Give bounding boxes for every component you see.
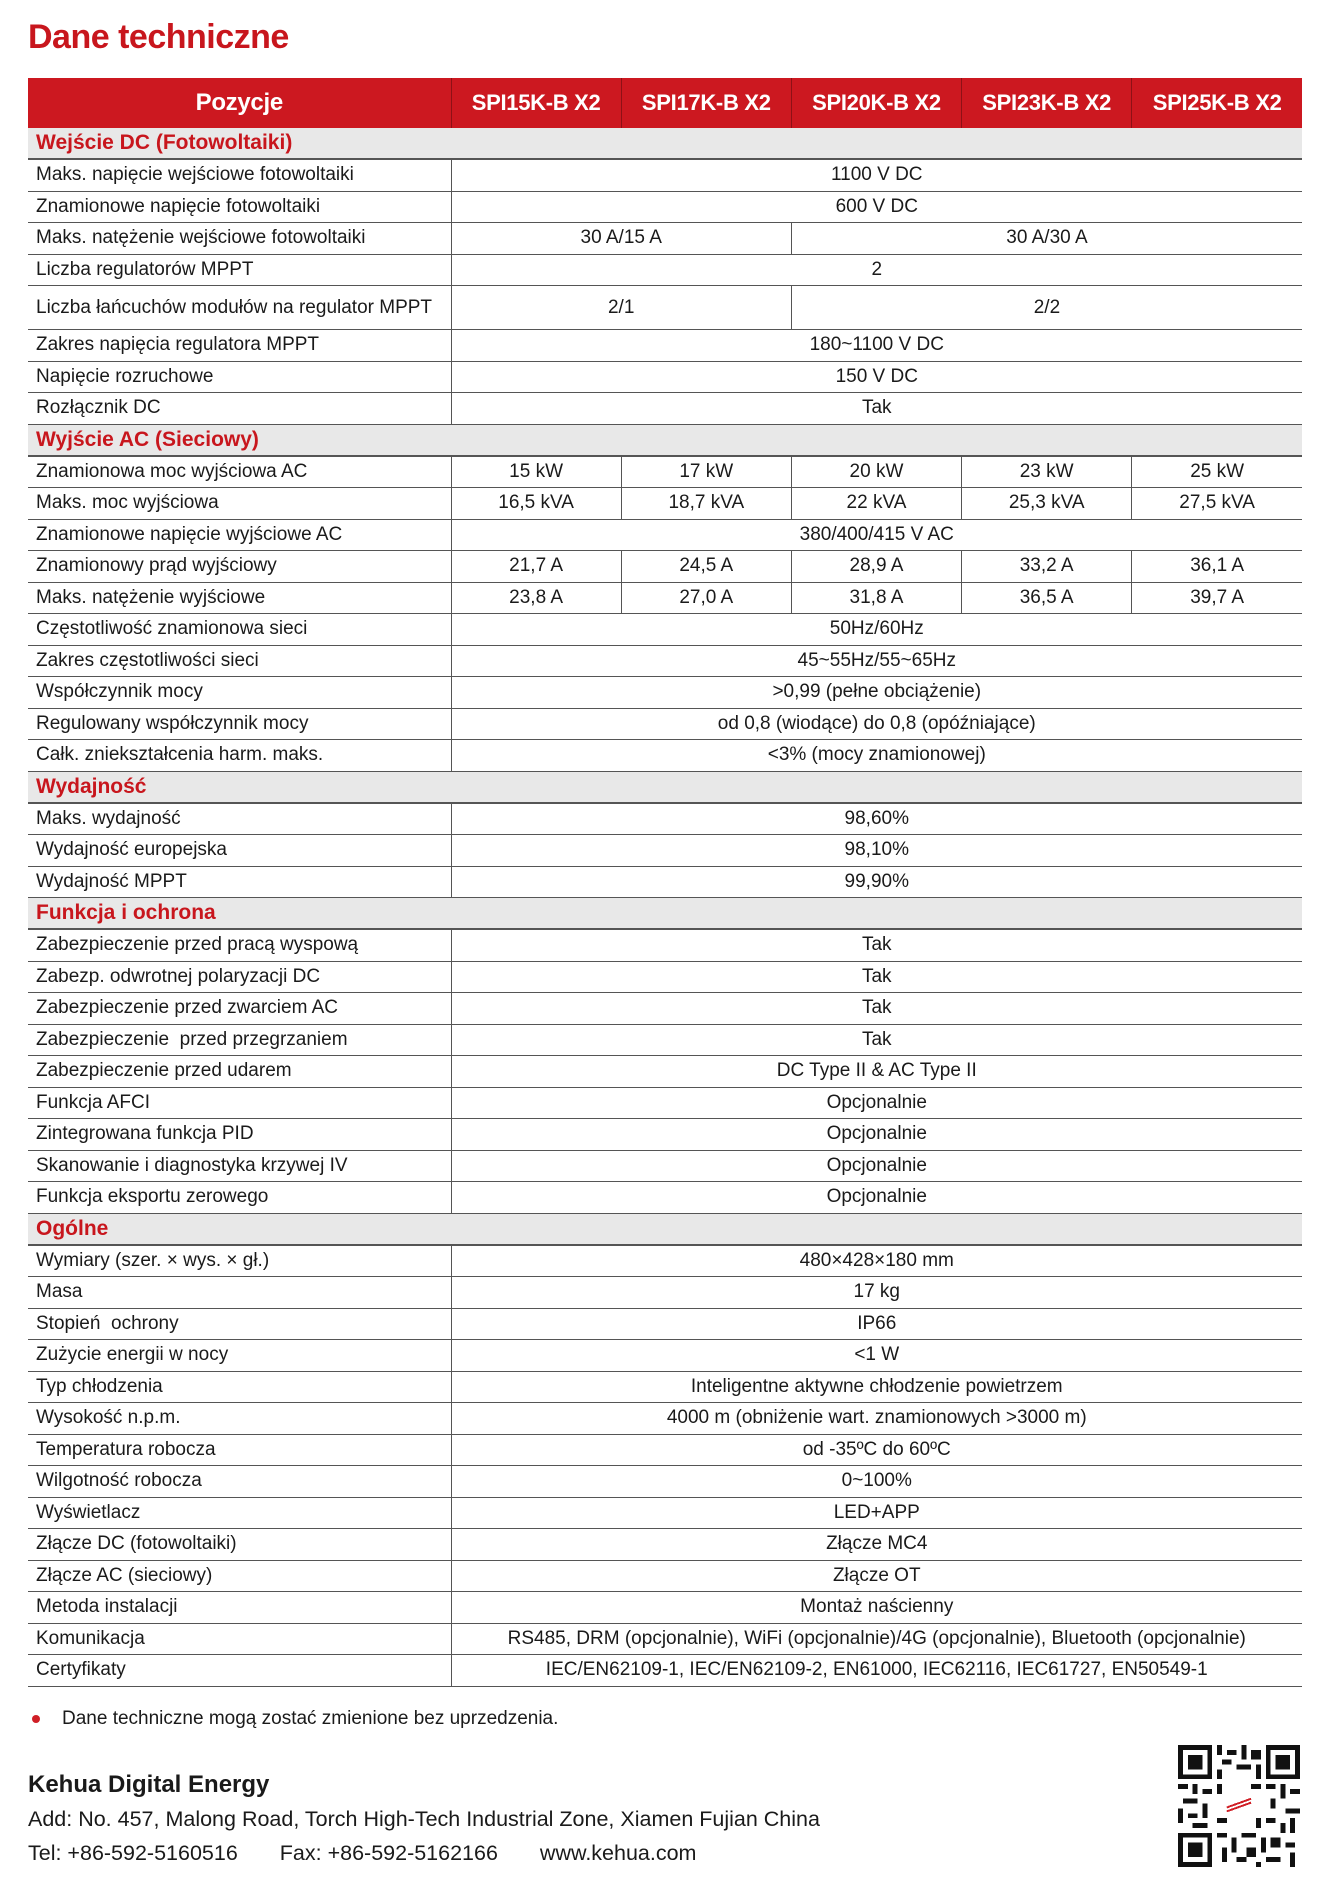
table-row [28, 645, 1302, 677]
table-row [28, 961, 1302, 993]
table-row [28, 1529, 1302, 1561]
table-row [28, 286, 1302, 330]
row-label: Współczynnik mocy [28, 677, 451, 709]
row-label: Maks. natężenie wyjściowe [28, 582, 451, 614]
row-value: 31,8 A [791, 582, 961, 614]
row-label: Maks. wydajność [28, 803, 451, 835]
row-value: 0~100% [451, 1466, 1302, 1498]
row-label: Znamionowy prąd wyjściowy [28, 551, 451, 583]
row-value: Tak [451, 993, 1302, 1025]
page-title: Dane techniczne [28, 18, 289, 56]
row-value: 380/400/415 V AC [451, 519, 1302, 551]
row-value: 30 A/30 A [791, 223, 1302, 255]
row-value: Złącze OT [451, 1560, 1302, 1592]
table-row [28, 1087, 1302, 1119]
row-value: 50Hz/60Hz [451, 614, 1302, 646]
row-value: 1100 V DC [451, 159, 1302, 191]
row-label: Zużycie energii w nocy [28, 1340, 451, 1372]
table-row [28, 740, 1302, 772]
row-value: Złącze MC4 [451, 1529, 1302, 1561]
row-value: 600 V DC [451, 191, 1302, 223]
table-row [28, 551, 1302, 583]
row-value: 27,0 A [621, 582, 791, 614]
row-label: Maks. napięcie wejściowe fotowoltaiki [28, 159, 451, 191]
row-value: 39,7 A [1132, 582, 1302, 614]
header-model-15k: SPI15K-B X2 [451, 78, 621, 128]
row-value: 20 kW [791, 456, 961, 488]
row-label: Rozłącznik DC [28, 393, 451, 425]
row-label: Zabezp. odwrotnej polaryzacji DC [28, 961, 451, 993]
row-label: Całk. zniekształcenia harm. maks. [28, 740, 451, 772]
row-value: Tak [451, 393, 1302, 425]
table-row [28, 456, 1302, 488]
row-value: Montaż naścienny [451, 1592, 1302, 1624]
row-value: 98,60% [451, 803, 1302, 835]
row-value: 2 [451, 254, 1302, 286]
table-row [28, 361, 1302, 393]
row-label: Metoda instalacji [28, 1592, 451, 1624]
row-value: Tak [451, 1024, 1302, 1056]
row-value: IP66 [451, 1308, 1302, 1340]
row-value: DC Type II & AC Type II [451, 1056, 1302, 1088]
qr-code-icon[interactable] [1178, 1745, 1300, 1867]
section-title: Wejście DC (Fotowoltaiki) [28, 128, 1302, 159]
table-row [28, 1340, 1302, 1372]
table-row [28, 1560, 1302, 1592]
row-value: 30 A/15 A [451, 223, 791, 255]
row-value: 17 kW [621, 456, 791, 488]
row-label: Certyfikaty [28, 1655, 451, 1687]
row-value: 2/2 [791, 286, 1302, 330]
row-value: 36,5 A [962, 582, 1132, 614]
header-model-20k: SPI20K-B X2 [791, 78, 961, 128]
section-ac-output [28, 424, 1302, 456]
table-row [28, 677, 1302, 709]
row-value: IEC/EN62109-1, IEC/EN62109-2, EN61000, IEC62116, IEC61727, EN50549-1 [451, 1655, 1302, 1687]
table-row [28, 1403, 1302, 1435]
row-value: Tak [451, 929, 1302, 961]
row-value: 480×428×180 mm [451, 1245, 1302, 1277]
header-model-25k: SPI25K-B X2 [1132, 78, 1302, 128]
row-value: 36,1 A [1132, 551, 1302, 583]
table-row [28, 519, 1302, 551]
row-value: <3% (mocy znamionowej) [451, 740, 1302, 772]
row-label: Wymiary (szer. × wys. × gł.) [28, 1245, 451, 1277]
row-value: Opcjonalnie [451, 1119, 1302, 1151]
table-row [28, 1592, 1302, 1624]
table-row [28, 803, 1302, 835]
section-protection [28, 898, 1302, 930]
header-position: Pozycje [28, 78, 451, 128]
section-dc-input [28, 128, 1302, 159]
row-label: Regulowany współczynnik mocy [28, 708, 451, 740]
row-label: Typ chłodzenia [28, 1371, 451, 1403]
table-header [28, 78, 1302, 128]
company-address: Add: No. 457, Malong Road, Torch High-Tech Industrial Zone, Xiamen Fujian China [28, 1807, 820, 1831]
disclaimer-note [28, 1708, 558, 1730]
row-label: Stopień ochrony [28, 1308, 451, 1340]
row-value: RS485, DRM (opcjonalnie), WiFi (opcjonalnie)/4G (opcjonalnie), Bluetooth (opcjonalnie) [451, 1623, 1302, 1655]
row-label: Funkcja AFCI [28, 1087, 451, 1119]
table-row [28, 993, 1302, 1025]
table-row [28, 1466, 1302, 1498]
row-label: Złącze DC (fotowoltaiki) [28, 1529, 451, 1561]
row-label: Wyświetlacz [28, 1497, 451, 1529]
row-value: 15 kW [451, 456, 621, 488]
section-efficiency [28, 771, 1302, 803]
bullet-icon [32, 1715, 40, 1723]
table-row [28, 393, 1302, 425]
row-value: 23,8 A [451, 582, 621, 614]
row-label: Masa [28, 1277, 451, 1309]
table-row [28, 1655, 1302, 1687]
table-row [28, 582, 1302, 614]
row-label: Wydajność MPPT [28, 866, 451, 898]
website-link[interactable]: www.kehua.com [539, 1841, 697, 1865]
row-label: Wilgotność robocza [28, 1466, 451, 1498]
row-label: Temperatura robocza [28, 1434, 451, 1466]
table-row [28, 1024, 1302, 1056]
row-value: 150 V DC [451, 361, 1302, 393]
row-label: Znamionowa moc wyjściowa AC [28, 456, 451, 488]
header-model-23k: SPI23K-B X2 [962, 78, 1132, 128]
row-value: 22 kVA [791, 488, 961, 520]
fax-number: Fax: +86-592-5162166 [279, 1841, 498, 1865]
row-label: Liczba łańcuchów modułów na regulator MPPT [28, 286, 451, 330]
row-value: Opcjonalnie [451, 1087, 1302, 1119]
spec-table [28, 78, 1302, 1687]
section-general [28, 1213, 1302, 1245]
company-contacts [28, 1841, 732, 1866]
table-row [28, 1497, 1302, 1529]
row-label: Zakres napięcia regulatora MPPT [28, 330, 451, 362]
table-row [28, 1371, 1302, 1403]
row-label: Zabezpieczenie przed przegrzaniem [28, 1024, 451, 1056]
table-row [28, 1277, 1302, 1309]
table-row [28, 1245, 1302, 1277]
row-value: 21,7 A [451, 551, 621, 583]
phone-number: Tel: +86-592-5160516 [28, 1841, 238, 1865]
table-row [28, 159, 1302, 191]
row-value: 45~55Hz/55~65Hz [451, 645, 1302, 677]
row-value: 18,7 kVA [621, 488, 791, 520]
section-title: Wydajność [28, 771, 1302, 803]
table-row [28, 191, 1302, 223]
row-value: Tak [451, 961, 1302, 993]
row-value: 27,5 kVA [1132, 488, 1302, 520]
row-value: Opcjonalnie [451, 1150, 1302, 1182]
row-value: 17 kg [451, 1277, 1302, 1309]
row-label: Zabezpieczenie przed zwarciem AC [28, 993, 451, 1025]
row-value: 24,5 A [621, 551, 791, 583]
row-label: Funkcja eksportu zerowego [28, 1182, 451, 1214]
row-label: Liczba regulatorów MPPT [28, 254, 451, 286]
row-value: Inteligentne aktywne chłodzenie powietrzem [451, 1371, 1302, 1403]
table-row [28, 1119, 1302, 1151]
table-row [28, 866, 1302, 898]
row-value: <1 W [451, 1340, 1302, 1372]
row-value: 2/1 [451, 286, 791, 330]
row-value: 25,3 kVA [962, 488, 1132, 520]
row-label: Wysokość n.p.m. [28, 1403, 451, 1435]
row-value: 180~1100 V DC [451, 330, 1302, 362]
section-title: Funkcja i ochrona [28, 898, 1302, 930]
table-row [28, 330, 1302, 362]
row-label: Złącze AC (sieciowy) [28, 1560, 451, 1592]
table-row [28, 614, 1302, 646]
row-label: Komunikacja [28, 1623, 451, 1655]
header-model-17k: SPI17K-B X2 [621, 78, 791, 128]
company-name: Kehua Digital Energy [28, 1771, 270, 1798]
table-row [28, 1056, 1302, 1088]
row-label: Skanowanie i diagnostyka krzywej IV [28, 1150, 451, 1182]
row-value: 28,9 A [791, 551, 961, 583]
row-value: >0,99 (pełne obciążenie) [451, 677, 1302, 709]
row-value: 25 kW [1132, 456, 1302, 488]
table-row [28, 1308, 1302, 1340]
row-value: Opcjonalnie [451, 1182, 1302, 1214]
row-label: Zintegrowana funkcja PID [28, 1119, 451, 1151]
table-row [28, 488, 1302, 520]
row-label: Znamionowe napięcie fotowoltaiki [28, 191, 451, 223]
table-row [28, 929, 1302, 961]
row-value: 23 kW [962, 456, 1132, 488]
row-label: Znamionowe napięcie wyjściowe AC [28, 519, 451, 551]
table-row [28, 835, 1302, 867]
row-label: Zabezpieczenie przed udarem [28, 1056, 451, 1088]
table-row [28, 1182, 1302, 1214]
table-row [28, 1623, 1302, 1655]
row-label: Wydajność europejska [28, 835, 451, 867]
table-row [28, 708, 1302, 740]
row-label: Maks. natężenie wejściowe fotowoltaiki [28, 223, 451, 255]
row-value: LED+APP [451, 1497, 1302, 1529]
table-row [28, 223, 1302, 255]
row-value: 16,5 kVA [451, 488, 621, 520]
row-value: od 0,8 (wiodące) do 0,8 (opóźniające) [451, 708, 1302, 740]
row-value: 33,2 A [962, 551, 1132, 583]
section-title: Ogólne [28, 1213, 1302, 1245]
row-label: Zakres częstotliwości sieci [28, 645, 451, 677]
row-value: 98,10% [451, 835, 1302, 867]
row-label: Napięcie rozruchowe [28, 361, 451, 393]
table-row [28, 1150, 1302, 1182]
row-label: Maks. moc wyjściowa [28, 488, 451, 520]
section-title: Wyjście AC (Sieciowy) [28, 424, 1302, 456]
table-row [28, 1434, 1302, 1466]
row-value: od -35ºC do 60ºC [451, 1434, 1302, 1466]
disclaimer-text: Dane techniczne mogą zostać zmienione bez uprzedzenia. [62, 1708, 559, 1729]
row-label: Częstotliwość znamionowa sieci [28, 614, 451, 646]
table-row [28, 254, 1302, 286]
row-label: Zabezpieczenie przed pracą wyspową [28, 929, 451, 961]
row-value: 4000 m (obniżenie wart. znamionowych >3000 m) [451, 1403, 1302, 1435]
row-value: 99,90% [451, 866, 1302, 898]
